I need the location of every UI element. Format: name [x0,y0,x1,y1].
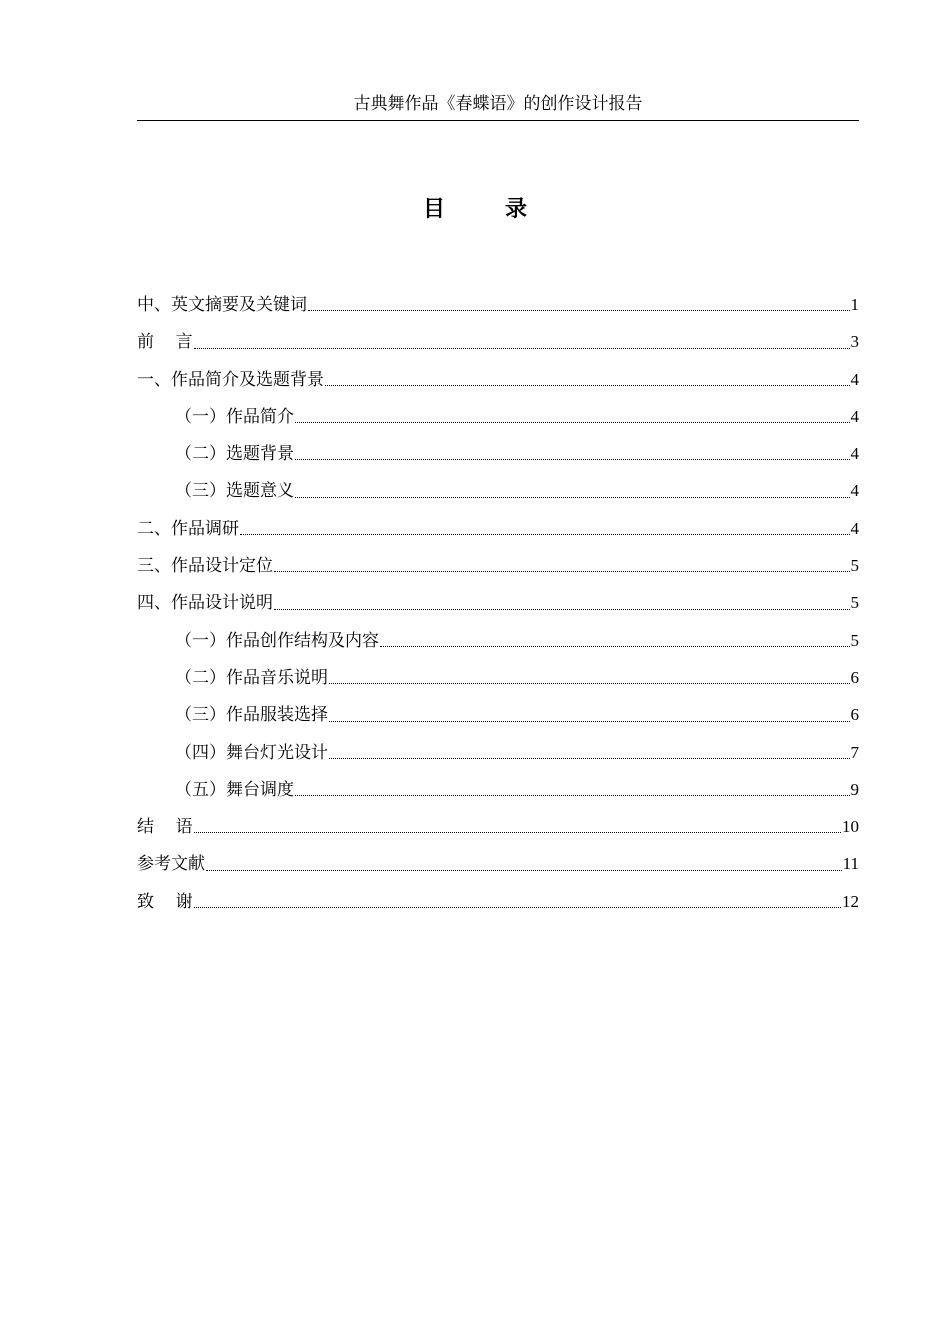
dot-leader [295,422,850,423]
dot-leader [194,832,841,833]
toc-entry-label: （二）选题背景 [175,444,294,465]
page-header [137,90,859,121]
dot-leader [240,534,850,535]
toc-page-number: 9 [850,779,859,799]
toc-entry-label: 参考文献 [137,854,205,875]
toc-heading-char-2: 录 [505,197,528,222]
toc-page-number: 1 [850,295,859,314]
toc-page-number: 3 [850,332,859,352]
toc-entry-label: 结 语 [137,817,193,838]
dot-leader [295,497,850,498]
toc-entry-label: 一、作品简介及选题背景 [137,369,324,390]
toc-entry-section-1-2[interactable] [137,437,859,474]
toc-page-number: 11 [842,854,859,874]
dot-leader [380,646,850,647]
toc-page-number: 6 [850,667,859,687]
toc-entry-preface[interactable] [137,325,859,362]
toc-entry-label: 三、作品设计定位 [137,556,273,577]
toc-entry-label: （一）作品创作结构及内容 [175,630,379,651]
toc-entry-label: （一）作品简介 [175,406,294,427]
dot-leader [329,758,850,759]
toc-entry-label: 致 谢 [137,891,193,912]
dot-leader [206,870,842,871]
toc-entry-acknowledgements[interactable] [137,885,859,922]
dot-leader [194,907,841,908]
table-of-contents [137,288,859,922]
toc-entry-section-1[interactable] [137,363,859,400]
dot-leader [274,609,850,610]
dot-leader [295,795,850,796]
toc-entry-conclusion[interactable] [137,810,859,847]
toc-entry-label: （三）作品服装选择 [175,705,328,726]
dot-leader [194,348,850,349]
toc-page-number: 4 [850,406,859,426]
toc-entry-section-1-1[interactable] [137,400,859,437]
toc-page-number: 7 [850,742,859,762]
toc-entry-label: （二）作品音乐说明 [175,667,328,688]
toc-entry-label: 二、作品调研 [137,518,239,539]
dot-leader [274,571,850,572]
toc-page-number: 6 [850,705,859,725]
toc-page-number: 4 [850,481,859,501]
toc-page-number: 4 [850,444,859,464]
toc-entry-section-4-5[interactable] [137,773,859,810]
toc-entry-label: 前 言 [137,332,193,353]
toc-page-number: 5 [850,630,859,650]
document-title: 古典舞作品《春蝶语》的创作设计报告 [353,94,643,114]
toc-entry-section-4-3[interactable] [137,698,859,735]
toc-entry-section-4-1[interactable] [137,624,859,661]
toc-entry-label: 中、英文摘要及关键词 [137,295,307,315]
toc-entry-label: （四）舞台灯光设计 [175,742,328,763]
toc-entry-section-1-3[interactable] [137,474,859,511]
dot-leader [329,683,850,684]
toc-page-number: 4 [850,518,859,538]
toc-entry-label: （五）舞台调度 [175,779,294,800]
toc-entry-section-4-4[interactable] [137,736,859,773]
dot-leader [308,310,850,311]
toc-entry-section-3[interactable] [137,549,859,586]
toc-entry-section-4-2[interactable] [137,661,859,698]
dot-leader [295,459,850,460]
toc-page-number: 10 [842,817,859,837]
toc-heading [0,195,950,225]
toc-entry-label: 四、作品设计说明 [137,593,273,614]
toc-heading-char-1: 目 [422,197,445,222]
toc-entry-abstract[interactable] [137,288,859,325]
toc-page-number: 5 [850,593,859,613]
dot-leader [329,721,850,722]
toc-page-number: 12 [842,891,859,911]
toc-entry-label: （三）选题意义 [175,481,294,502]
toc-entry-references[interactable] [137,847,859,884]
toc-page-number: 5 [850,556,859,576]
toc-page-number: 4 [850,369,859,389]
toc-entry-section-2[interactable] [137,512,859,549]
toc-entry-section-4[interactable] [137,586,859,623]
dot-leader [325,385,850,386]
